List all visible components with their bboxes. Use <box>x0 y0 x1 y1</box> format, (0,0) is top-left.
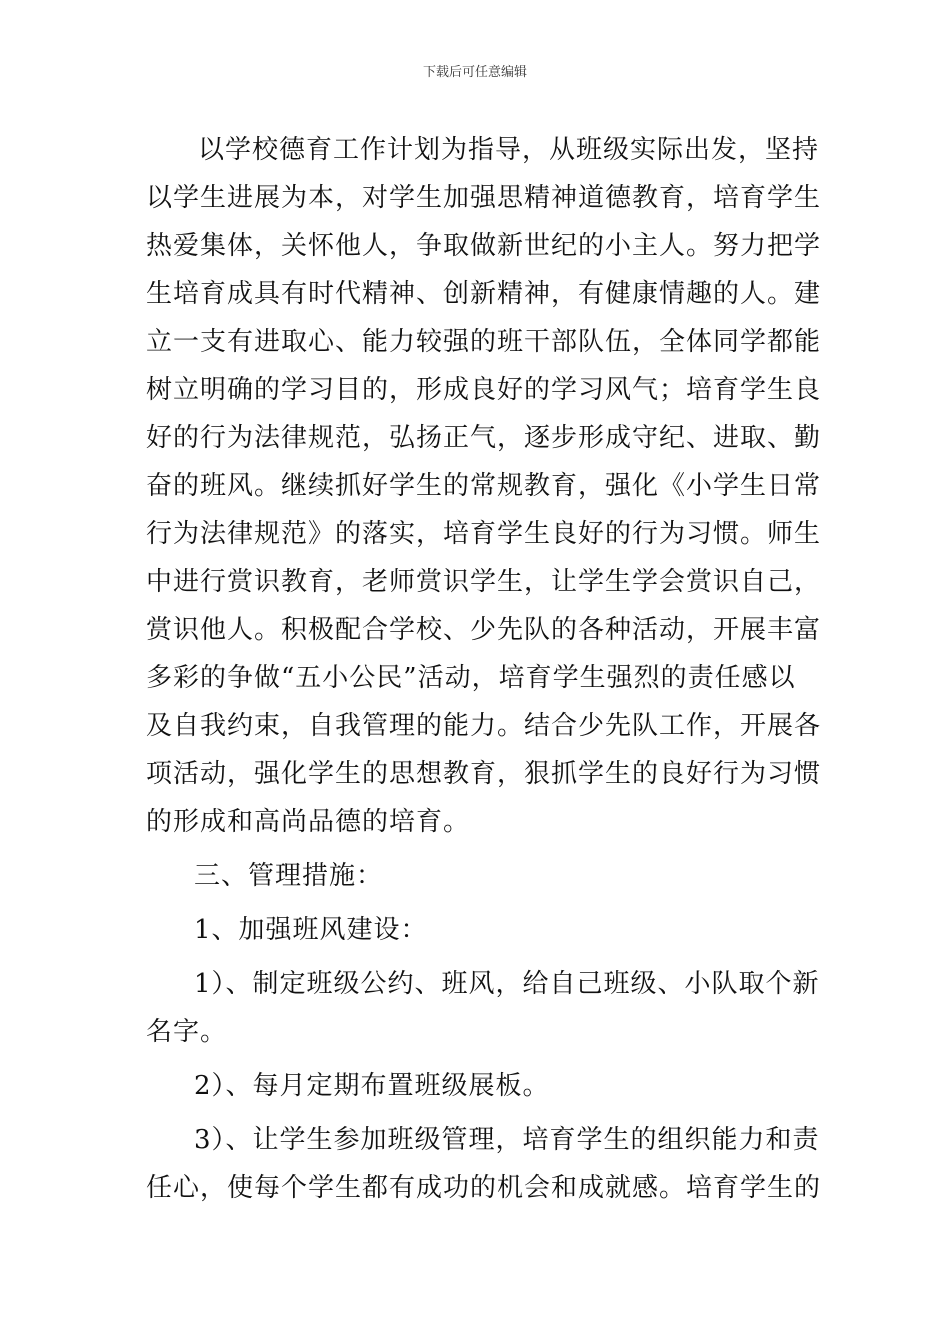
text-line: 的形成和高尚品德的培育。 <box>146 807 471 837</box>
text-line: 树立明确的学习目的，形成良好的学习风气；培育学生良 <box>146 375 822 405</box>
text-line: 热爱集体，关怀他人，争取做新世纪的小主人。努力把学 <box>146 231 822 261</box>
text-line: 任心，使每个学生都有成功的机会和成就感。培育学生的 <box>146 1173 822 1203</box>
list-item-1 <box>146 960 820 1056</box>
page-header-note: 下载后可任意编辑 <box>422 65 527 80</box>
paragraph-goals <box>146 126 822 846</box>
text-line: 生培育成具有时代精神、创新精神，有健康情趣的人。建 <box>146 279 822 309</box>
text-line: 好的行为法律规范，弘扬正气，逐步形成守纪、进取、勤 <box>146 423 822 453</box>
text-line: 行为法律规范》的落实，培育学生良好的行为习惯。师生 <box>146 519 822 549</box>
text-line: 项活动，强化学生的思想教育，狠抓学生的良好行为习惯 <box>146 759 822 789</box>
subheading: 1、加强班风建设： <box>194 915 428 945</box>
text-line: 及自我约束，自我管理的能力。结合少先队工作，开展各 <box>146 711 822 741</box>
text-line: 以学生进展为本，对学生加强思精神道德教育，培育学生 <box>146 183 822 213</box>
text-line: 中进行赏识教育，老师赏识学生，让学生学会赏识自己， <box>146 567 822 597</box>
text-line: 以学校德育工作计划为指导，从班级实际出发，坚持 <box>198 135 820 165</box>
section-heading: 三、管理措施： <box>194 861 384 891</box>
text-line: 多彩的争做“五小公民”活动，培育学生强烈的责任感以 <box>146 663 796 693</box>
text-line: 奋的班风。继续抓好学生的常规教育，强化《小学生日常 <box>146 471 822 501</box>
text-line: 1）、制定班级公约、班风，给自己班级、小队取个新 <box>194 969 820 999</box>
text-line: 名字。 <box>146 1017 228 1047</box>
text-line: 赏识他人。积极配合学校、少先队的各种活动，开展丰富 <box>146 615 822 645</box>
section-heading-management <box>146 852 806 900</box>
document-body <box>146 126 822 1212</box>
subheading-class-culture <box>146 906 806 954</box>
text-line: 3）、让学生参加班级管理，培育学生的组织能力和责 <box>194 1125 820 1155</box>
text-line: 2）、每月定期布置班级展板。 <box>194 1071 550 1101</box>
list-item-3 <box>146 1116 822 1212</box>
text-line: 立一支有进取心、能力较强的班干部队伍，全体同学都能 <box>146 327 822 357</box>
list-item-2 <box>146 1062 806 1110</box>
